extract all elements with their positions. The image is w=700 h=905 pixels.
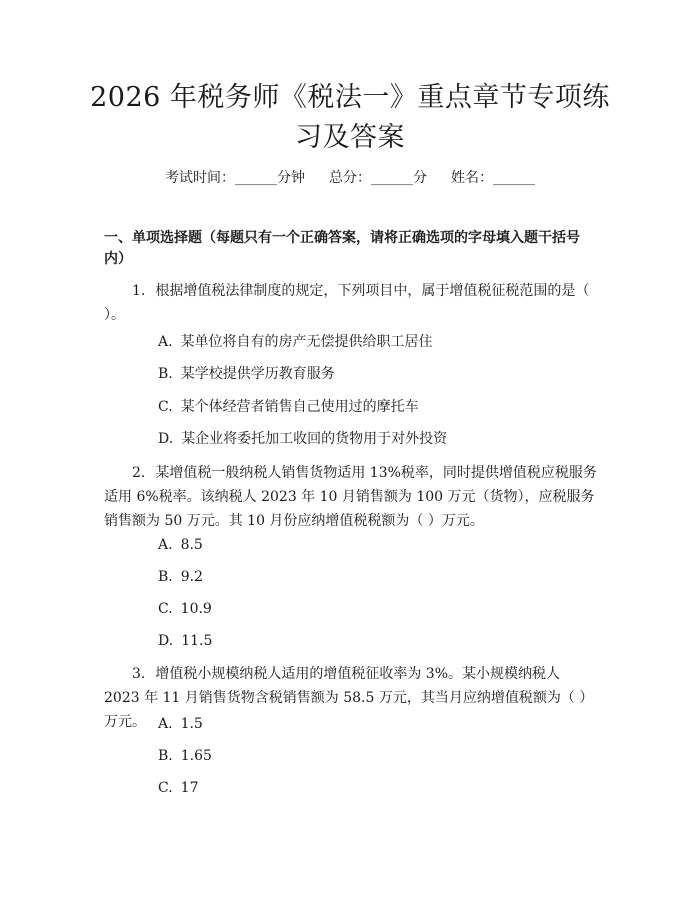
- question-3-number: 3.: [132, 666, 146, 682]
- option-text: 17: [180, 780, 199, 796]
- option-text: 某学校提供学历教育服务: [180, 366, 335, 382]
- question-3-option-a: [158, 714, 203, 734]
- question-1-stem: 根据增值税法律制度的规定，下列项目中，属于增值税征税范围的是（ ）。: [104, 283, 590, 323]
- question-1-number: 1.: [132, 283, 146, 299]
- total-score-label: 总分：______分: [329, 170, 427, 186]
- exam-meta: [0, 168, 700, 188]
- question-1-text: [104, 279, 600, 327]
- option-letter: C.: [158, 399, 173, 415]
- question-2-stem: 某增值税一般纳税人销售货物适用 13%税率，同时提供增值税应税服务适用 6%税率。该纳税人 2023 年 10 月销售额为 100 万元（货物），应税服务销售额为 50 万元。其 10 月份应纳增值税税额为（ ）万元。: [104, 465, 597, 529]
- option-letter: B.: [158, 366, 173, 382]
- option-text: 1.65: [180, 748, 212, 764]
- question-2-option-b: [158, 567, 203, 587]
- exam-time-label: 考试时间：______分钟: [165, 170, 305, 186]
- question-2-number: 2.: [132, 465, 146, 481]
- option-letter: A.: [158, 334, 173, 350]
- document-title: 2026 年税务师《税法一》重点章节专项练习及答案: [90, 82, 610, 153]
- question-2-text: [104, 461, 600, 533]
- option-letter: C.: [158, 780, 173, 796]
- question-2-option-c: [158, 599, 212, 619]
- question-1-option-a: [158, 332, 433, 352]
- option-text: 某个体经营者销售自己使用过的摩托车: [180, 399, 419, 415]
- name-label: 姓名：______: [451, 170, 535, 186]
- option-letter: B.: [158, 748, 173, 764]
- question-3-stem: 增值税小规模纳税人适用的增值税征收率为 3%。某小规模纳税人 2023 年 11 月销售货物含税销售额为 58.5 万元，其当月应纳增值税额为（ ）万元。: [104, 666, 594, 730]
- question-1-option-d: [158, 429, 447, 449]
- option-text: 9.2: [180, 569, 204, 585]
- option-text: 10.9: [180, 601, 212, 617]
- option-text: 某单位将自有的房产无偿提供给职工居住: [180, 334, 433, 350]
- option-letter: D.: [158, 431, 174, 447]
- option-text: 8.5: [180, 537, 203, 553]
- option-text: 1.5: [180, 716, 203, 732]
- option-letter: C.: [158, 601, 173, 617]
- question-1-option-b: [158, 364, 335, 384]
- option-text: 11.5: [181, 633, 213, 649]
- question-2-option-d: [158, 631, 212, 651]
- question-1-option-c: [158, 397, 419, 417]
- option-text: 某企业将委托加工收回的货物用于对外投资: [181, 431, 448, 447]
- question-2-option-a: [158, 535, 203, 555]
- option-letter: A.: [158, 537, 173, 553]
- option-letter: A.: [158, 716, 173, 732]
- option-letter: D.: [158, 633, 174, 649]
- question-3-option-c: [158, 778, 199, 798]
- section-heading: 一、单项选择题（每题只有一个正确答案，请将正确选项的字母填入题干括号内）: [104, 230, 580, 267]
- option-letter: B.: [158, 569, 173, 585]
- question-3-option-b: [158, 746, 212, 766]
